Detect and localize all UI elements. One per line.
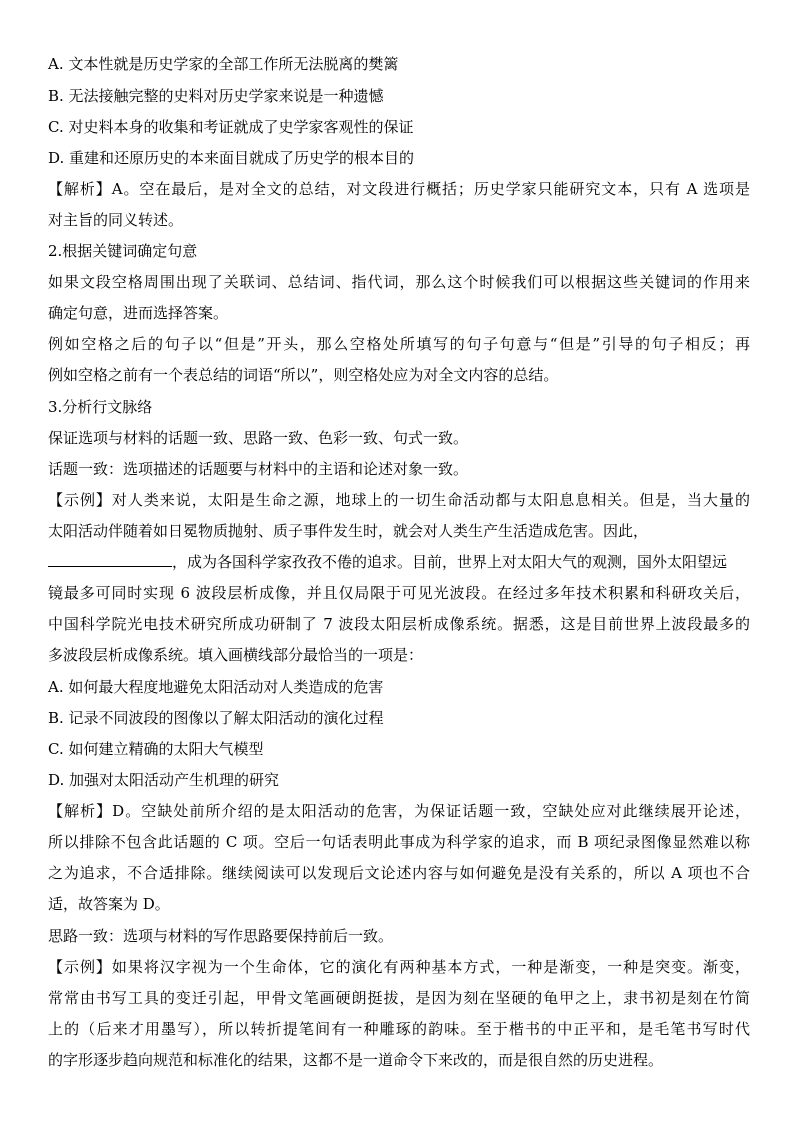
fill-in-blank (48, 552, 172, 567)
option-c-line: C. 如何建立精确的太阳大气模型 (48, 740, 264, 758)
analysis-line: 【解析】D。空缺处前所介绍的是太阳活动的危害，为保证话题一致，空缺处应对此继续展开论述， (48, 802, 750, 820)
paragraph-line: 例如空格之后的句子以“但是”开头，那么空格处所填写的句子句意与“但是”引导的句子相反；再 (48, 335, 750, 353)
example-line: 上的（后来才用墨写），所以转折提笔间有一种雕琢的韵味。至于楷书的中正平和，是毛笔书写时代 (48, 1020, 750, 1038)
option-b-line: B. 记录不同波段的图像以了解太阳活动的演化过程 (48, 709, 384, 727)
paragraph-line: 思路一致：选项与材料的写作思路要保持前后一致。 (48, 927, 394, 945)
example-line-with-blank (48, 552, 750, 572)
option-b-line: B. 无法接触完整的史料对历史学家来说是一种遗憾 (48, 87, 384, 105)
analysis-line: 所以排除不包含此话题的 C 项。空后一句话表明此事成为科学家的追求，而 B 项纪录图像显然难以称 (48, 833, 750, 851)
paragraph-line: 话题一致：选项描述的话题要与材料中的主语和论述对象一致。 (48, 460, 469, 478)
analysis-line: 适，故答案为 D。 (48, 895, 170, 913)
option-c-line: C. 对史料本身的收集和考证就成了史学家客观性的保证 (48, 118, 414, 136)
example-line: 的字形逐步趋向规范和标准化的结果，这都不是一道命令下来改的，而是很自然的历史进程。 (48, 1051, 664, 1069)
option-d-line: D. 重建和还原历史的本来面目就成了历史学的根本目的 (48, 149, 415, 167)
example-line: 【示例】如果将汉字视为一个生命体，它的演化有两种基本方式，一种是渐变，一种是突变。渐变， (48, 958, 750, 976)
example-line: 【示例】对人类来说，太阳是生命之源，地球上的一切生命活动都与太阳息息相关。但是，当大量的 (48, 491, 750, 509)
example-line: 多波段层析成像系统。填入画横线部分最恰当的一项是： (48, 646, 424, 664)
paragraph-line: 例如空格之前有一个表总结的词语“所以”，则空格处应为对全文内容的总结。 (48, 366, 559, 384)
example-line: 镜最多可同时实现 6 波段层析成像，并且仅局限于可见光波段。在经过多年技术积累和科研攻关后， (48, 584, 750, 602)
example-line: 常常由书写工具的变迁引起，甲骨文笔画硬朗挺拔，是因为刻在坚硬的龟甲之上，隶书初是刻在竹简 (48, 989, 750, 1007)
paragraph-line: 如果文段空格周围出现了关联词、总结词、指代词，那么这个时候我们可以根据这些关键词的作用来 (48, 273, 750, 291)
section-heading: 2.根据关键词确定句意 (48, 242, 198, 260)
example-line: 中国科学院光电技术研究所成功研制了 7 波段太阳层析成像系统。据悉，这是目前世界上波段最多的 (48, 615, 750, 633)
example-text: ，成为各国科学家孜孜不倦的追求。目前，世界上对太阳大气的观测，国外太阳望远 (172, 553, 728, 571)
option-a-line: A. 如何最大程度地避免太阳活动对人类造成的危害 (48, 678, 384, 696)
section-heading: 3.分析行文脉络 (48, 398, 153, 416)
example-line: 太阳活动伴随着如日冕物质抛射、质子事件发生时，就会对人类生产生活造成危害。因此， (48, 522, 649, 540)
option-d-line: D. 加强对太阳活动产生机理的研究 (48, 771, 280, 789)
paragraph-line: 保证选项与材料的话题一致、思路一致、色彩一致、句式一致。 (48, 429, 469, 447)
analysis-line: 对主旨的同义转述。 (48, 211, 184, 229)
analysis-line: 之为追求，不合适排除。继续阅读可以发现后文论述内容与如何避免是没有关系的，所以 A 项也不合 (48, 864, 750, 882)
paragraph-line: 确定句意，进而选择答案。 (48, 304, 229, 322)
option-a-line: A. 文本性就是历史学家的全部工作所无法脱离的樊篱 (48, 55, 399, 73)
analysis-line: 【解析】A。空在最后，是对全文的总结，对文段进行概括；历史学家只能研究文本，只有 A 选项是 (48, 180, 750, 198)
